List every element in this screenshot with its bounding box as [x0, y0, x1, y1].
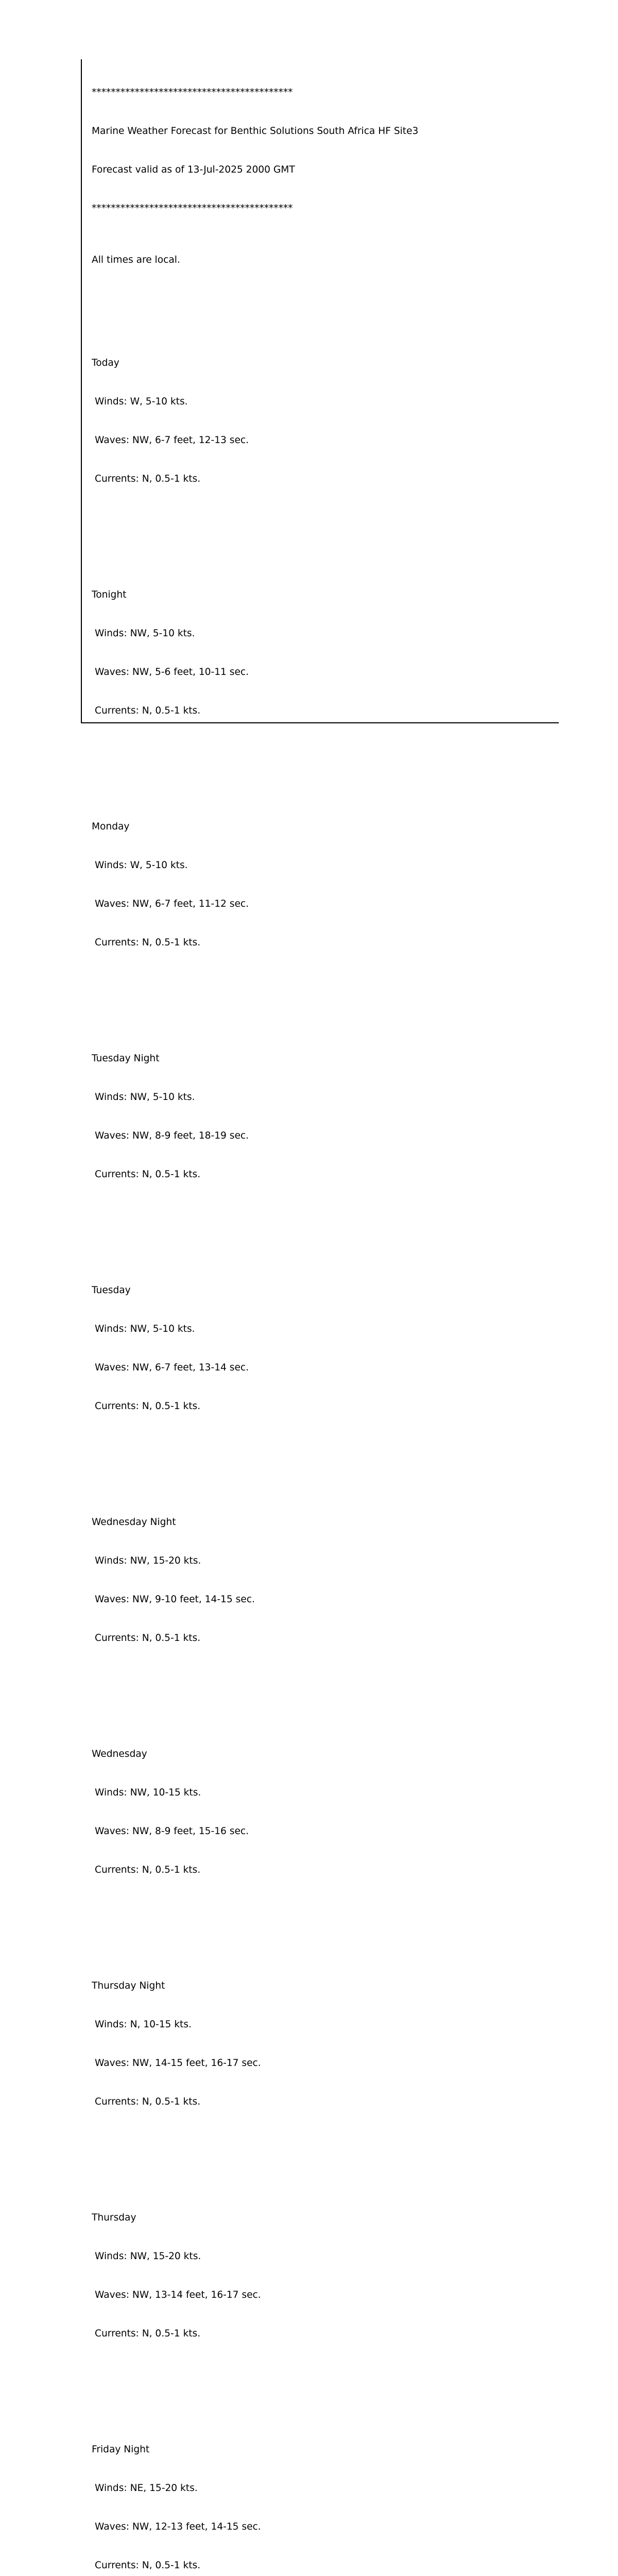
forecast-section [92, 1258, 418, 1438]
section-winds-line: Winds: NW, 5-10 kts. [95, 1324, 195, 1334]
section-winds-line: Winds: W, 5-10 kts. [95, 396, 188, 407]
section-winds-line: Winds: NE, 15-20 kts. [95, 2483, 198, 2494]
forecast-section [92, 2185, 418, 2366]
section-waves-line: Waves: NW, 13-14 feet, 16-17 sec. [95, 2290, 261, 2300]
forecast-section [92, 1954, 418, 2134]
section-winds-line: Winds: NW, 15-20 kts. [95, 1555, 201, 1566]
section-winds-line: Winds: NW, 5-10 kts. [95, 1092, 195, 1103]
section-waves-line: Waves: NW, 5-6 feet, 10-11 sec. [95, 667, 249, 677]
section-waves-line: Waves: NW, 8-9 feet, 18-19 sec. [95, 1130, 249, 1141]
section-waves-line: Waves: NW, 6-7 feet, 13-14 sec. [95, 1362, 249, 1373]
forecast-section [92, 794, 418, 975]
section-waves-line: Waves: NW, 6-7 feet, 11-12 sec. [95, 899, 249, 909]
forecast-section [92, 1026, 418, 1207]
section-day-label: Tuesday [92, 1285, 131, 1296]
separator-line-bottom: ****************************************** [92, 203, 293, 214]
section-winds-line: Winds: N, 10-15 kts. [95, 2019, 192, 2030]
forecast-section [92, 331, 418, 511]
valid-timestamp-line: Forecast valid as of 13-Jul-2025 2000 GMT [92, 164, 295, 175]
section-day-label: Friday Night [92, 2444, 150, 2455]
section-winds-line: Winds: W, 5-10 kts. [95, 860, 188, 871]
section-day-label: Wednesday [92, 1749, 147, 1759]
section-day-label: Today [92, 358, 119, 368]
section-currents-line: Currents: N, 0.5-1 kts. [95, 1169, 201, 1180]
section-currents-line: Currents: N, 0.5-1 kts. [95, 2096, 201, 2107]
section-waves-line: Waves: NW, 8-9 feet, 15-16 sec. [95, 1826, 249, 1837]
local-times-note: All times are local. [92, 255, 180, 265]
forecast-document [92, 60, 418, 2576]
section-waves-line: Waves: NW, 9-10 feet, 14-15 sec. [95, 1594, 255, 1605]
section-currents-line: Currents: N, 0.5-1 kts. [95, 937, 201, 948]
section-waves-line: Waves: NW, 14-15 feet, 16-17 sec. [95, 2058, 261, 2069]
section-currents-line: Currents: N, 0.5-1 kts. [95, 1633, 201, 1643]
section-waves-line: Waves: NW, 6-7 feet, 12-13 sec. [95, 435, 249, 446]
section-currents-line: Currents: N, 0.5-1 kts. [95, 473, 201, 484]
forecast-section [92, 1490, 418, 1670]
section-winds-line: Winds: NW, 5-10 kts. [95, 628, 195, 639]
separator-line-top: ****************************************** [92, 87, 293, 98]
section-day-label: Tonight [92, 589, 127, 600]
forecast-section [92, 1722, 418, 1902]
section-currents-line: Currents: N, 0.5-1 kts. [95, 1865, 201, 1875]
forecast-section [92, 2417, 418, 2576]
document-title: Marine Weather Forecast for Benthic Solutions South Africa HF Site3 [92, 126, 419, 137]
section-winds-line: Winds: NW, 10-15 kts. [95, 1787, 201, 1798]
section-waves-line: Waves: NW, 12-13 feet, 14-15 sec. [95, 2521, 261, 2532]
section-day-label: Tuesday Night [92, 1053, 160, 1064]
section-currents-line: Currents: N, 0.5-1 kts. [95, 2560, 201, 2571]
section-day-label: Thursday [92, 2212, 136, 2223]
forecast-section [92, 563, 418, 743]
section-day-label: Thursday Night [92, 1980, 165, 1991]
section-day-label: Wednesday Night [92, 1517, 176, 1528]
section-day-label: Monday [92, 821, 130, 832]
section-currents-line: Currents: N, 0.5-1 kts. [95, 1401, 201, 1412]
section-winds-line: Winds: NW, 15-20 kts. [95, 2251, 201, 2262]
section-currents-line: Currents: N, 0.5-1 kts. [95, 705, 201, 716]
forecast-sections [92, 292, 418, 2576]
section-currents-line: Currents: N, 0.5-1 kts. [95, 2328, 201, 2339]
